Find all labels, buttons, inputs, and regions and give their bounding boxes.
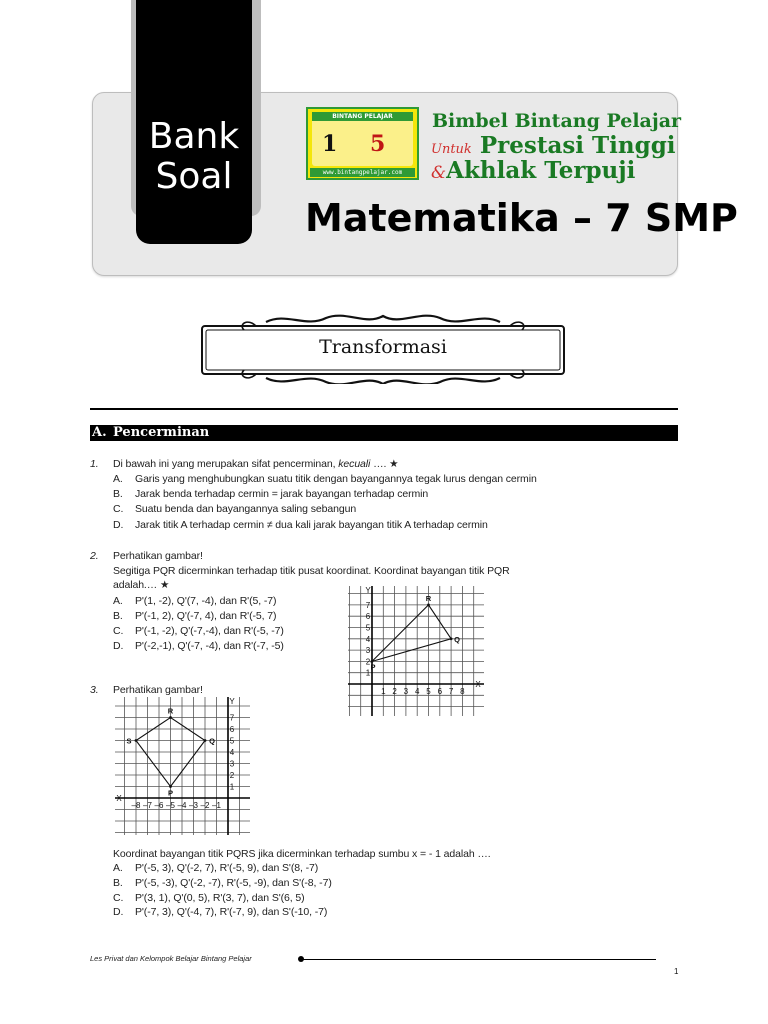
y-tick-label: 1 — [229, 782, 235, 792]
x-tick-label: 6 — [437, 687, 443, 696]
x-axis-label: X — [475, 680, 481, 689]
shape-outline — [372, 605, 451, 662]
vertex-point — [450, 637, 453, 640]
page-number: 1 — [674, 967, 679, 976]
y-tick-label: 4 — [365, 634, 371, 644]
question-line: Koordinat bayangan titik PQRS jika dicerminkan terhadap sumbu x = - 1 adalah …. — [113, 848, 491, 860]
x-tick-label: –1 — [212, 801, 221, 810]
y-tick-label: 1 — [365, 668, 371, 678]
stem-italic: kecuali — [338, 458, 371, 470]
y-tick-label: 6 — [229, 725, 235, 734]
y-tick-label: 2 — [365, 657, 371, 667]
coordinate-graph-q3 — [115, 697, 250, 835]
logo-name: BINTANG PELAJAR — [312, 112, 413, 121]
option-text: Garis yang menghubungkan suatu titik dengan bayangannya tegak lurus dengan cermin — [135, 473, 537, 485]
question-stem: Perhatikan gambar! — [113, 550, 203, 562]
x-tick-label: 3 — [403, 687, 409, 696]
option-letter: B. — [113, 610, 123, 622]
option-text: P'(-2,-1), Q'(-7, -4), dan R'(-7, -5) — [135, 640, 284, 652]
brand-slogan-2-text: Akhlak Terpuji — [446, 157, 636, 184]
section-label: A. — [92, 425, 107, 440]
option-text: P'(-5, -3), Q'(-2, -7), R'(-5, -9), dan S'(-8, -7) — [135, 877, 332, 889]
section-title: Pencerminan — [113, 425, 210, 440]
option-letter: D. — [113, 906, 124, 918]
x-tick-label: 5 — [426, 687, 431, 696]
logo-url: www.bintangpelajar.com — [310, 168, 415, 177]
option-letter: A. — [113, 473, 123, 485]
brand-slogan-1 — [431, 132, 676, 159]
option-letter: C. — [113, 503, 124, 515]
option-text: P'(-5, 3), Q'(-2, 7), R'(-5, 9), dan S'(8, -7) — [135, 862, 319, 874]
option-letter: A. — [113, 595, 123, 607]
y-tick-label: 6 — [365, 612, 371, 622]
option-letter: C. — [113, 625, 124, 637]
coordinate-graph-q2 — [348, 586, 484, 716]
vertex-label: Q — [454, 634, 461, 644]
topic-title: Transformasi — [319, 336, 447, 358]
x-tick-label: –8 — [131, 801, 141, 810]
x-tick-label: –3 — [189, 801, 198, 810]
vertex-label: Q — [209, 736, 215, 746]
x-tick-label: 1 — [381, 687, 386, 696]
stem-text: Di bawah ini yang merupakan sifat pencerminan, — [113, 458, 336, 470]
option-text: P'(-1, 2), Q'(-7, 4), dan R'(-5, 7) — [135, 610, 277, 622]
y-tick-label: 5 — [365, 623, 371, 633]
x-tick-label: –7 — [143, 801, 152, 810]
x-tick-label: 2 — [392, 687, 397, 696]
option-letter: C. — [113, 892, 124, 904]
question-number: 1. — [90, 458, 99, 470]
x-tick-label: 8 — [460, 687, 465, 696]
y-tick-label: 3 — [229, 759, 235, 769]
question-number: 2. — [90, 550, 99, 562]
x-tick-label: –4 — [177, 801, 187, 810]
logo-number-1: 1 — [322, 131, 338, 157]
vertex-label: P — [167, 788, 174, 798]
vertex-label: R — [167, 706, 174, 716]
x-tick-label: –6 — [154, 801, 164, 810]
vertex-label: R — [425, 593, 432, 603]
question-number: 3. — [90, 684, 99, 696]
bank-soal-title — [136, 117, 252, 197]
question-line: Segitiga PQR dicerminkan terhadap titik pusat koordinat. Koordinat bayangan titik PQR — [113, 565, 510, 577]
section-header — [90, 425, 678, 441]
footer-text: Les Privat dan Kelompok Belajar Bintang Pelajar — [90, 954, 252, 963]
option-letter: D. — [113, 519, 124, 531]
option-letter: D. — [113, 640, 124, 652]
bintang-pelajar-logo — [306, 107, 419, 180]
x-tick-label: –2 — [200, 801, 210, 810]
y-tick-label: 4 — [229, 748, 235, 757]
option-text: Jarak benda terhadap cermin = jarak bayangan terhadap cermin — [135, 488, 429, 500]
logo-number-5: 5 — [370, 131, 386, 157]
option-text: Jarak titik A terhadap cermin ≠ dua kali jarak bayangan titik A terhadap cermin — [135, 519, 488, 531]
y-tick-label: 7 — [229, 713, 235, 723]
vertex-point — [135, 739, 138, 742]
x-tick-label: 4 — [414, 687, 420, 696]
brand-amp: & — [431, 163, 447, 183]
y-tick-label: 5 — [229, 736, 235, 746]
option-text: P'(-1, -2), Q'(-7,-4), dan R'(-5, -7) — [135, 625, 284, 637]
vertex-point — [204, 739, 207, 742]
option-letter: A. — [113, 862, 123, 874]
option-text: P'(-7, 3), Q'(-4, 7), R'(-7, 9), dan S'(-10, -7) — [135, 906, 328, 918]
footer-rule — [300, 959, 656, 960]
y-tick-label: 3 — [365, 646, 371, 656]
y-tick-label: 7 — [365, 600, 371, 610]
vertex-point — [169, 785, 172, 788]
y-tick-label: 2 — [229, 771, 235, 780]
option-text: P'(1, -2), Q'(7, -4), dan R'(5, -7) — [135, 595, 277, 607]
x-tick-label: –5 — [166, 801, 175, 810]
tab-line2: Soal — [155, 156, 233, 197]
x-axis-label: X — [116, 794, 122, 803]
x-tick-label: 7 — [448, 687, 454, 696]
option-letter: B. — [113, 488, 123, 500]
y-axis-label: Y — [365, 586, 371, 595]
vertex-label: P — [370, 662, 376, 672]
vertex-point — [427, 604, 430, 607]
option-text: P'(3, 1), Q'(0, 5), R'(3, 7), dan S'(6, 5) — [135, 892, 305, 904]
y-axis-label: Y — [229, 697, 235, 706]
option-letter: B. — [113, 877, 123, 889]
question-line: adalah.… ★ — [113, 579, 170, 591]
brand-slogan-1-text: Prestasi Tinggi — [479, 132, 676, 159]
question-stem: Perhatikan gambar! — [113, 684, 203, 696]
vertex-label: S — [126, 736, 132, 746]
section-divider — [90, 408, 678, 410]
subject-title: Matematika – 7 SMP — [305, 196, 738, 240]
brand-name: Bimbel Bintang Pelajar — [432, 110, 682, 132]
option-text: Suatu benda dan bayangannya saling sebangun — [135, 503, 357, 515]
vertex-point — [169, 716, 172, 719]
stem-tail: …. ★ — [373, 458, 399, 470]
tab-line1: Bank — [148, 116, 240, 157]
brand-slogan-2 — [431, 157, 635, 184]
question-stem — [113, 458, 398, 470]
brand-untuk: Untuk — [431, 142, 472, 157]
